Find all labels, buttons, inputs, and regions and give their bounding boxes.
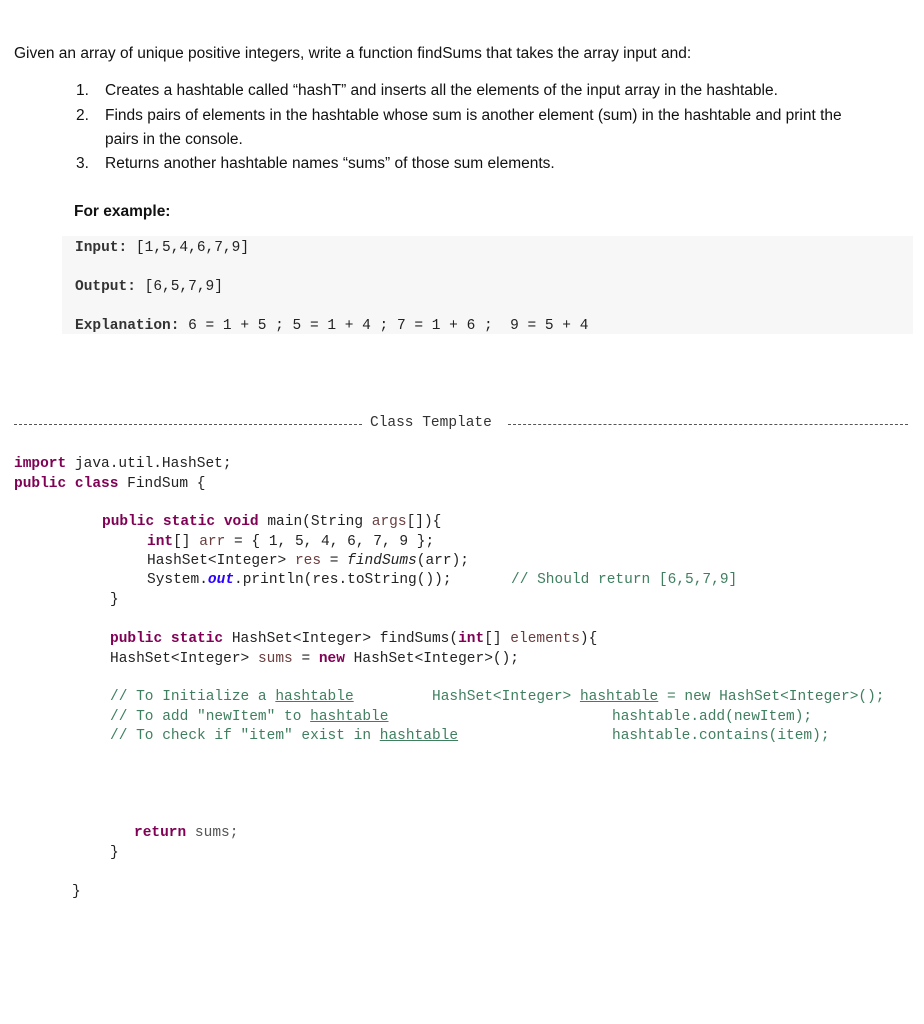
hint-contains: hashtable.contains(item);: [612, 728, 830, 744]
code-sums-decl: [110, 651, 519, 667]
explanation-label: Explanation:: [75, 318, 180, 334]
divider-left: [14, 424, 362, 425]
arr-type: int: [147, 534, 174, 550]
findsums-close-brace: }: [110, 845, 119, 861]
res-call: findSums: [347, 553, 417, 569]
output-label: Output:: [75, 279, 136, 295]
code-res-line: [147, 553, 469, 569]
hint-initialize-value: = new HashSet<Integer>();: [658, 689, 885, 705]
input-value: [1,5,4,6,7,9]: [135, 240, 250, 256]
output-value: [6,5,7,9]: [144, 279, 223, 295]
step-1-number: 1.: [76, 82, 89, 99]
class-name: FindSum {: [118, 476, 206, 492]
sums-constructor: HashSet<Integer>();: [344, 651, 519, 667]
hint-add: hashtable.add(newItem);: [612, 709, 813, 725]
example-output: [75, 279, 223, 295]
comment-check-term: hashtable: [379, 728, 459, 744]
print-comment: // Should return [6,5,7,9]: [511, 572, 738, 588]
main-close-brace: }: [110, 592, 119, 608]
step-2-text: Finds pairs of elements in the hashtable whose sum is another element (sum) in the hashtable and print the: [105, 107, 842, 124]
code-print-line: [147, 572, 452, 588]
sums-new: new: [318, 651, 345, 667]
comment-check-text: // To check if "item" exist in: [110, 728, 380, 744]
findsums-name: HashSet<Integer> findSums(: [223, 631, 459, 647]
import-keyword: import: [14, 456, 67, 472]
arr-brackets: []: [173, 534, 200, 550]
main-args-close: []){: [406, 514, 442, 530]
res-type: HashSet<Integer>: [147, 553, 295, 569]
sums-type: HashSet<Integer>: [110, 651, 258, 667]
code-class-line: [14, 476, 205, 492]
main-name: main(String: [258, 514, 372, 530]
return-keyword: return: [134, 825, 187, 841]
code-return-line: [134, 825, 238, 841]
findsums-param: elements: [510, 631, 580, 647]
step-2-text-cont: pairs in the console.: [105, 131, 243, 148]
example-heading: For example:: [74, 203, 171, 220]
step-2-number: 2.: [76, 107, 89, 124]
step-3-text: Returns another hashtable names “sums” of those sum elements.: [105, 155, 555, 172]
print-system: System.: [147, 572, 208, 588]
explanation-value: 6 = 1 + 5 ; 5 = 1 + 4 ; 7 = 1 + 6 ; 9 = 5 + 4: [188, 318, 589, 334]
findsums-param-type: int: [458, 631, 485, 647]
findsums-keyword: public static: [110, 631, 224, 647]
comment-initialize-text: // To Initialize a: [110, 689, 276, 705]
template-title: Class Template: [370, 415, 492, 431]
findsums-open: ){: [579, 631, 598, 647]
code-arr-line: [147, 534, 434, 550]
findsums-param-brackets: []: [484, 631, 511, 647]
divider-right: [508, 424, 908, 425]
comment-initialize-term: hashtable: [275, 689, 354, 705]
step-1-text: Creates a hashtable called “hashT” and inserts all the elements of the input array in the hashtable.: [105, 82, 778, 99]
comment-add-text: // To add "newItem" to: [110, 709, 311, 725]
main-keyword: public static void: [102, 514, 259, 530]
arr-var: arr: [199, 534, 226, 550]
hint-initialize-type: HashSet<Integer>: [432, 689, 580, 705]
class-close-brace: }: [72, 884, 81, 900]
code-findsums-signature: [110, 631, 597, 647]
main-args: args: [371, 514, 407, 530]
example-input: [75, 240, 249, 256]
sums-assign: =: [292, 651, 319, 667]
return-value: sums;: [186, 825, 239, 841]
hint-initialize-var: hashtable: [579, 689, 659, 705]
input-label: Input:: [75, 240, 128, 256]
comment-add-term: hashtable: [310, 709, 389, 725]
res-assign: =: [321, 553, 348, 569]
example-explanation: [75, 318, 588, 334]
res-arg: (arr);: [416, 553, 469, 569]
res-var: res: [294, 553, 322, 569]
sums-var: sums: [257, 651, 293, 667]
step-3-number: 3.: [76, 155, 89, 172]
hint-initialize: [432, 689, 885, 705]
print-out: out: [207, 572, 235, 588]
code-main-signature: [102, 514, 441, 530]
comment-check: [110, 728, 458, 744]
intro-text: Given an array of unique positive integers, write a function findSums that takes the array input and:: [14, 45, 692, 62]
arr-values: = { 1, 5, 4, 6, 7, 9 };: [225, 534, 435, 550]
import-path: java.util.HashSet;: [66, 456, 232, 472]
class-keyword: public class: [14, 476, 119, 492]
print-call: .println(res.toString());: [234, 572, 452, 588]
code-import-line: [14, 456, 232, 472]
comment-add: [110, 709, 388, 725]
comment-initialize: [110, 689, 354, 705]
